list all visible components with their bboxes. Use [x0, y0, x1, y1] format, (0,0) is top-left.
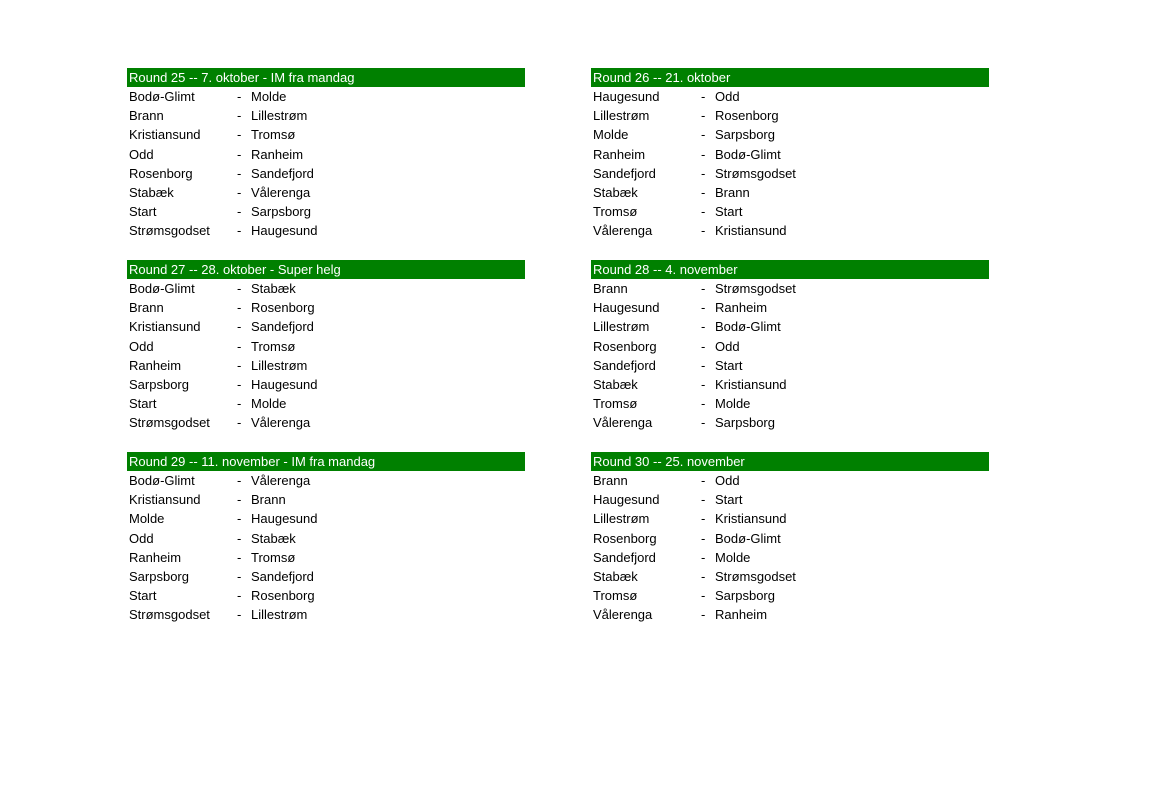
- match-separator: -: [701, 568, 706, 584]
- match-separator: -: [237, 588, 242, 604]
- away-team: Lillestrøm: [251, 357, 308, 373]
- match-separator: -: [701, 492, 706, 508]
- home-team: Odd: [129, 530, 154, 546]
- home-team: Strømsgodset: [129, 415, 210, 431]
- home-team: Vålerenga: [593, 223, 653, 239]
- away-team: Brann: [251, 492, 286, 508]
- round-28-header: Round 28 -- 4. november: [591, 260, 989, 279]
- round-26-header: Round 26 -- 21. oktober: [591, 68, 989, 87]
- match-row: [591, 125, 989, 144]
- match-separator: -: [237, 281, 242, 296]
- match-row: [591, 183, 989, 202]
- match-separator: -: [701, 530, 706, 546]
- round-25-header: Round 25 -- 7. oktober - IM fra mandag: [127, 68, 525, 87]
- home-team: Vålerenga: [593, 415, 653, 431]
- match-separator: -: [237, 530, 242, 546]
- match-row: [591, 529, 989, 548]
- away-team: Strømsgodset: [715, 165, 796, 181]
- home-team: Stabæk: [593, 184, 638, 200]
- match-row: [591, 106, 989, 125]
- match-row: [127, 509, 525, 528]
- match-row: [127, 567, 525, 586]
- match-separator: -: [701, 511, 706, 527]
- match-separator: -: [237, 511, 242, 527]
- match-row: [127, 202, 525, 221]
- match-row: [127, 164, 525, 183]
- match-row: [591, 490, 989, 509]
- away-team: Ranheim: [251, 146, 304, 162]
- home-team: Stabæk: [593, 568, 638, 584]
- away-team: Sarpsborg: [715, 127, 775, 143]
- home-team: Rosenborg: [593, 530, 657, 546]
- home-team: Start: [129, 396, 157, 412]
- match-separator: -: [701, 473, 706, 488]
- home-team: Lillestrøm: [593, 511, 650, 527]
- away-team: Molde: [715, 549, 751, 565]
- home-team: Sandefjord: [593, 549, 656, 565]
- match-row: [127, 125, 525, 144]
- home-team: Ranheim: [593, 146, 646, 162]
- round-25-match-list: [127, 87, 525, 241]
- match-separator: -: [237, 473, 242, 488]
- match-separator: -: [701, 89, 706, 104]
- match-row: [591, 375, 989, 394]
- match-row: [591, 394, 989, 413]
- away-team: Molde: [251, 396, 287, 412]
- home-team: Ranheim: [129, 357, 182, 373]
- home-team: Sandefjord: [593, 357, 656, 373]
- round-30-match-list: [591, 471, 989, 625]
- home-team: Odd: [129, 146, 154, 162]
- away-team: Vålerenga: [251, 415, 311, 431]
- round-27-block: [127, 260, 525, 433]
- home-team: Start: [129, 204, 157, 220]
- away-team: Haugesund: [251, 376, 318, 392]
- match-row: [127, 413, 525, 432]
- match-separator: -: [237, 568, 242, 584]
- match-row: [127, 586, 525, 605]
- round-30-header: Round 30 -- 25. november: [591, 452, 989, 471]
- match-row: [591, 337, 989, 356]
- match-row: [127, 375, 525, 394]
- home-team: Vålerenga: [593, 607, 653, 623]
- away-team: Sarpsborg: [715, 415, 775, 431]
- match-separator: -: [237, 338, 242, 354]
- match-row: [591, 164, 989, 183]
- match-separator: -: [701, 204, 706, 220]
- round-25-block: [127, 68, 525, 241]
- away-team: Bodø-Glimt: [715, 319, 781, 335]
- away-team: Stabæk: [251, 281, 296, 296]
- home-team: Kristiansund: [129, 319, 201, 335]
- away-team: Lillestrøm: [251, 607, 308, 623]
- home-team: Bodø-Glimt: [129, 473, 195, 488]
- match-row: [127, 394, 525, 413]
- match-row: [591, 317, 989, 336]
- home-team: Molde: [129, 511, 165, 527]
- home-team: Tromsø: [593, 588, 638, 604]
- match-row: [591, 298, 989, 317]
- match-row: [591, 548, 989, 567]
- home-team: Bodø-Glimt: [129, 89, 195, 104]
- home-team: Haugesund: [593, 492, 660, 508]
- home-team: Strømsgodset: [129, 607, 210, 623]
- match-row: [127, 471, 525, 490]
- away-team: Ranheim: [715, 607, 768, 623]
- match-row: [591, 145, 989, 164]
- match-separator: -: [701, 127, 706, 143]
- home-team: Tromsø: [593, 204, 638, 220]
- home-team: Brann: [593, 281, 628, 296]
- home-team: Lillestrøm: [593, 319, 650, 335]
- match-separator: -: [237, 492, 242, 508]
- match-row: [127, 279, 525, 298]
- match-separator: -: [701, 184, 706, 200]
- home-team: Sandefjord: [593, 165, 656, 181]
- away-team: Sandefjord: [251, 568, 314, 584]
- match-row: [127, 145, 525, 164]
- away-team: Odd: [715, 473, 740, 488]
- match-separator: -: [701, 108, 706, 124]
- round-28-block: [591, 260, 989, 433]
- match-separator: -: [701, 146, 706, 162]
- home-team: Kristiansund: [129, 492, 201, 508]
- home-team: Start: [129, 588, 157, 604]
- home-team: Rosenborg: [129, 165, 193, 181]
- home-team: Brann: [129, 108, 164, 124]
- match-row: [591, 413, 989, 432]
- away-team: Rosenborg: [251, 300, 315, 316]
- match-separator: -: [237, 607, 242, 623]
- away-team: Lillestrøm: [251, 108, 308, 124]
- match-row: [591, 221, 989, 240]
- away-team: Kristiansund: [715, 223, 787, 239]
- home-team: Tromsø: [593, 396, 638, 412]
- away-team: Strømsgodset: [715, 568, 796, 584]
- away-team: Bodø-Glimt: [715, 530, 781, 546]
- match-row: [591, 356, 989, 375]
- away-team: Stabæk: [251, 530, 296, 546]
- away-team: Tromsø: [251, 127, 296, 143]
- match-row: [591, 605, 989, 624]
- match-row: [127, 356, 525, 375]
- match-row: [127, 605, 525, 624]
- match-row: [127, 298, 525, 317]
- match-separator: -: [237, 146, 242, 162]
- match-separator: -: [237, 204, 242, 220]
- match-separator: -: [701, 376, 706, 392]
- home-team: Strømsgodset: [129, 223, 210, 239]
- away-team: Kristiansund: [715, 376, 787, 392]
- match-separator: -: [237, 396, 242, 412]
- match-separator: -: [237, 165, 242, 181]
- home-team: Molde: [593, 127, 629, 143]
- away-team: Molde: [251, 89, 287, 104]
- home-team: Stabæk: [593, 376, 638, 392]
- match-row: [127, 183, 525, 202]
- away-team: Haugesund: [251, 223, 318, 239]
- match-separator: -: [237, 415, 242, 431]
- home-team: Bodø-Glimt: [129, 281, 195, 296]
- match-row: [127, 337, 525, 356]
- match-separator: -: [237, 549, 242, 565]
- away-team: Vålerenga: [251, 184, 311, 200]
- match-separator: -: [237, 319, 242, 335]
- match-row: [127, 221, 525, 240]
- away-team: Sandefjord: [251, 319, 314, 335]
- match-separator: -: [701, 223, 706, 239]
- away-team: Start: [715, 357, 743, 373]
- round-30-block: [591, 452, 989, 625]
- home-team: Brann: [129, 300, 164, 316]
- match-separator: -: [237, 300, 242, 316]
- round-28-match-list: [591, 279, 989, 433]
- away-team: Sandefjord: [251, 165, 314, 181]
- match-row: [591, 586, 989, 605]
- match-row: [591, 202, 989, 221]
- home-team: Sarpsborg: [129, 376, 189, 392]
- away-team: Odd: [715, 338, 740, 354]
- home-team: Odd: [129, 338, 154, 354]
- match-row: [127, 317, 525, 336]
- match-row: [127, 490, 525, 509]
- match-separator: -: [701, 281, 706, 296]
- match-separator: -: [701, 415, 706, 431]
- match-separator: -: [701, 165, 706, 181]
- away-team: Bodø-Glimt: [715, 146, 781, 162]
- match-row: [591, 279, 989, 298]
- match-row: [591, 471, 989, 490]
- away-team: Ranheim: [715, 300, 768, 316]
- round-27-header: Round 27 -- 28. oktober - Super helg: [127, 260, 525, 279]
- match-separator: -: [701, 319, 706, 335]
- match-row: [127, 529, 525, 548]
- home-team: Stabæk: [129, 184, 174, 200]
- round-27-match-list: [127, 279, 525, 433]
- home-team: Haugesund: [593, 300, 660, 316]
- round-29-block: [127, 452, 525, 625]
- match-row: [127, 548, 525, 567]
- home-team: Sarpsborg: [129, 568, 189, 584]
- match-separator: -: [237, 223, 242, 239]
- match-separator: -: [237, 108, 242, 124]
- home-team: Ranheim: [129, 549, 182, 565]
- away-team: Sarpsborg: [251, 204, 311, 220]
- home-team: Haugesund: [593, 89, 660, 104]
- away-team: Vålerenga: [251, 473, 311, 488]
- match-separator: -: [701, 300, 706, 316]
- home-team: Rosenborg: [593, 338, 657, 354]
- home-team: Lillestrøm: [593, 108, 650, 124]
- away-team: Sarpsborg: [715, 588, 775, 604]
- match-row: [127, 106, 525, 125]
- match-separator: -: [701, 588, 706, 604]
- match-separator: -: [701, 549, 706, 565]
- home-team: Brann: [593, 473, 628, 488]
- round-29-header: Round 29 -- 11. november - IM fra mandag: [127, 452, 525, 471]
- home-team: Kristiansund: [129, 127, 201, 143]
- away-team: Start: [715, 492, 743, 508]
- away-team: Brann: [715, 184, 750, 200]
- match-separator: -: [237, 184, 242, 200]
- away-team: Odd: [715, 89, 740, 104]
- match-separator: -: [701, 607, 706, 623]
- away-team: Rosenborg: [251, 588, 315, 604]
- away-team: Kristiansund: [715, 511, 787, 527]
- match-separator: -: [701, 357, 706, 373]
- away-team: Molde: [715, 396, 751, 412]
- away-team: Tromsø: [251, 338, 296, 354]
- away-team: Tromsø: [251, 549, 296, 565]
- away-team: Start: [715, 204, 743, 220]
- match-separator: -: [237, 127, 242, 143]
- match-row: [591, 87, 989, 106]
- round-26-match-list: [591, 87, 989, 241]
- match-separator: -: [237, 376, 242, 392]
- round-26-block: [591, 68, 989, 241]
- match-separator: -: [701, 396, 706, 412]
- away-team: Strømsgodset: [715, 281, 796, 296]
- match-separator: -: [237, 357, 242, 373]
- away-team: Haugesund: [251, 511, 318, 527]
- match-row: [127, 87, 525, 106]
- round-29-match-list: [127, 471, 525, 625]
- match-separator: -: [237, 89, 242, 104]
- match-row: [591, 567, 989, 586]
- away-team: Rosenborg: [715, 108, 779, 124]
- match-separator: -: [701, 338, 706, 354]
- match-row: [591, 509, 989, 528]
